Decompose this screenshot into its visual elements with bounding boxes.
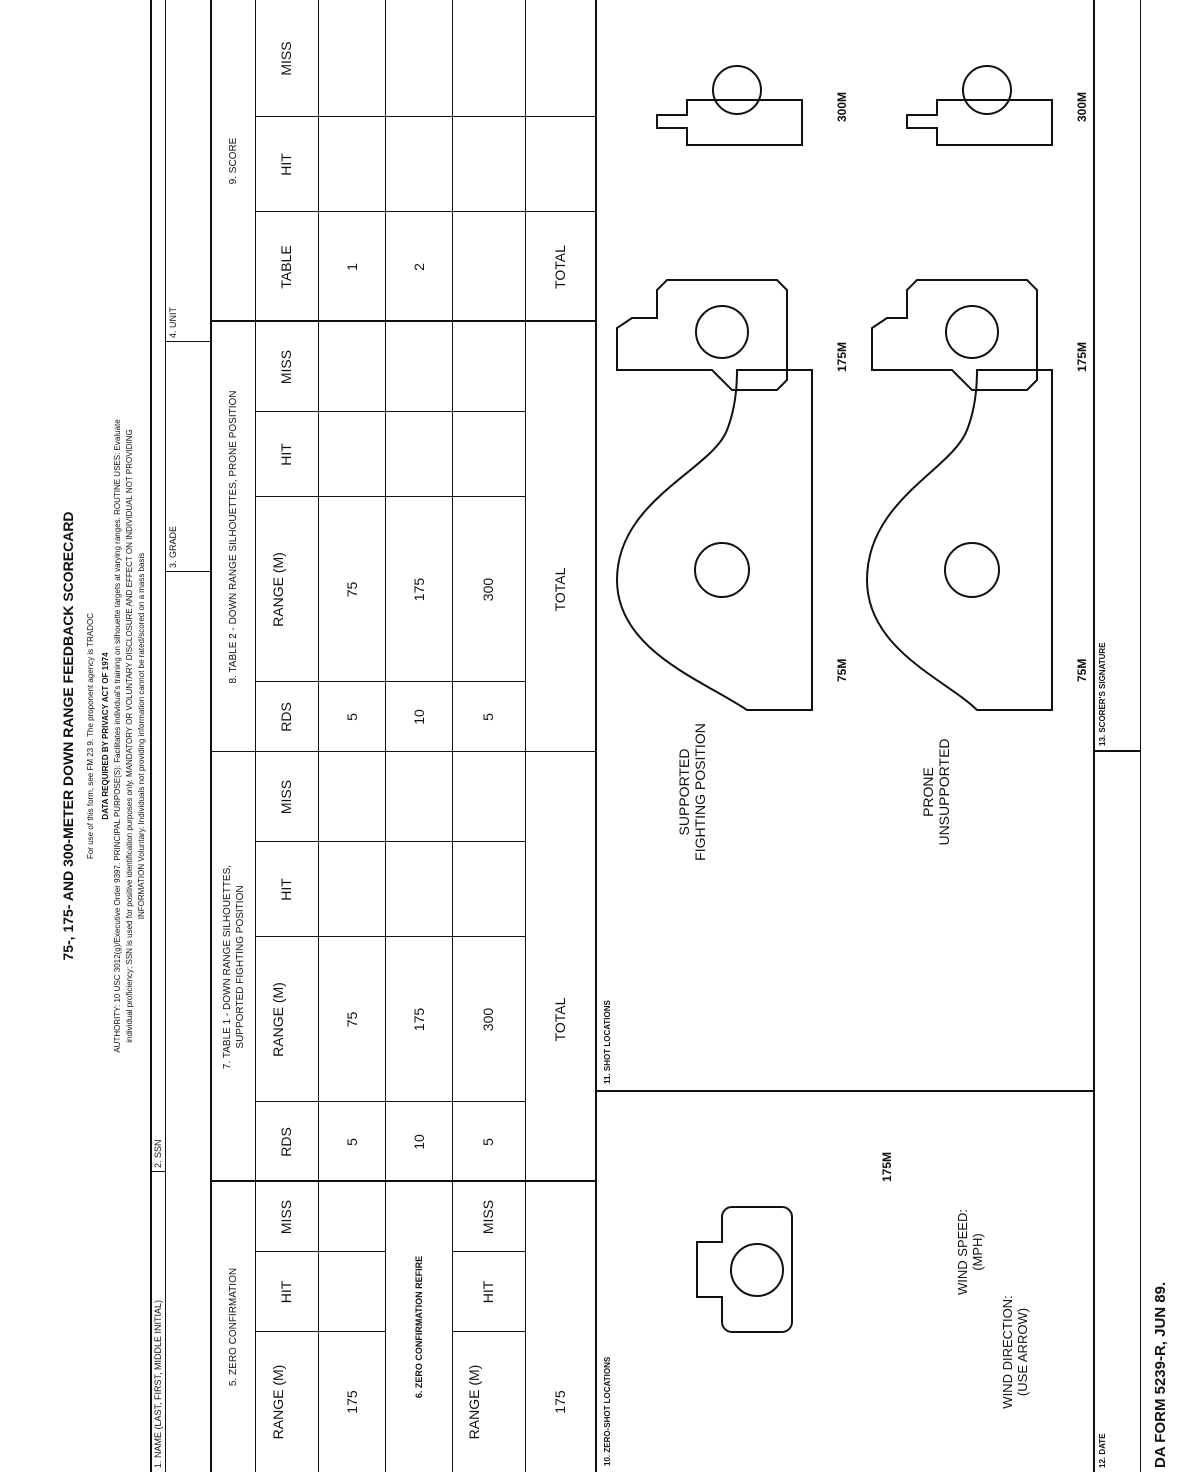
shot-location-targets [597, 0, 1093, 1090]
authority-line-1: AUTHORITY: 10 USC 3012(g)/Executive Order 9397. PRINCIPAL PURPOSE(S): Facilitates individual's training on silhouette targets at varying ranges. ROUTINE USES: Evaluate [113, 419, 122, 1053]
t2-row3-range: 300 [480, 577, 496, 602]
form-number: DA FORM 5239-R, JUN 89. [1152, 1281, 1169, 1468]
table1-title-2: SUPPORTED FIGHTING POSITION [235, 885, 246, 1049]
wind-speed-line-1: WIND SPEED: [955, 1209, 970, 1295]
prone-300m-label: 300M [1075, 91, 1089, 122]
t1-row1-rds: 5 [344, 1138, 360, 1146]
unit-field-label: 4. UNIT [168, 306, 178, 338]
t1-total-label: TOTAL [552, 997, 568, 1042]
t1-row3-range: 300 [480, 1007, 496, 1032]
prone-line-1: PRONE [920, 767, 936, 817]
zero-confirmation-title: 5. ZERO CONFIRMATION [228, 1267, 239, 1387]
supported-line-2: FIGHTING POSITION [692, 723, 708, 861]
prone-75m-target-icon [867, 370, 1052, 710]
score-hit-header: HIT [278, 153, 294, 176]
t1-range-header: RANGE (M) [270, 982, 286, 1057]
zc-miss-header: MISS [278, 1199, 294, 1235]
t1-row1-range: 75 [344, 1011, 360, 1028]
score-miss-header: MISS [278, 41, 294, 76]
score-title: 9. SCORE [228, 137, 239, 185]
t1-rds-header: RDS [278, 1127, 294, 1157]
t2-total-label: TOTAL [552, 567, 568, 612]
t2-range-header: RANGE (M) [270, 552, 286, 627]
prone-75m-label: 75M [1075, 658, 1089, 682]
zc-range-header: RANGE (M) [270, 1364, 286, 1440]
scorer-signature-label: 13. SCORER'S SIGNATURE [1098, 642, 1107, 746]
t2-row2-range: 175 [411, 577, 427, 602]
score-table-header: TABLE [278, 245, 294, 289]
supported-300m-label: 300M [835, 91, 849, 122]
supported-175m-label: 175M [835, 341, 849, 372]
score-total-label: TOTAL [552, 245, 568, 289]
zero-shot-title: 10. ZERO-SHOT LOCATIONS [603, 1356, 612, 1466]
t2-hit-header: HIT [278, 443, 294, 466]
supported-75m-label: 75M [835, 658, 849, 682]
form-title: 75-, 175- AND 300-METER DOWN RANGE FEEDBACK SCORECARD [60, 511, 76, 961]
wind-direction-line-1: WIND DIRECTION: [1000, 1295, 1015, 1409]
zero-shot-range-label: 175M [880, 1151, 894, 1182]
zc-hit-header: HIT [278, 1280, 294, 1304]
t1-hit-header: HIT [278, 878, 294, 901]
supported-300m-target-icon [657, 66, 802, 145]
privacy-act-line: DATA REQUIRED BY PRIVACY ACT OF 1974 [101, 652, 110, 820]
grade-field-label: 3. GRADE [168, 525, 178, 568]
table1-title-1: 7. TABLE 1 - DOWN RANGE SILHOUETTES, [222, 864, 233, 1070]
zr-miss-header: MISS [480, 1199, 496, 1235]
t2-row2-rds: 10 [411, 709, 427, 725]
prone-line-2: UNSUPPORTED [936, 738, 952, 846]
t2-row3-rds: 5 [480, 713, 496, 721]
zc-range-value: 175 [344, 1390, 360, 1414]
zr-range-value: 175 [552, 1390, 568, 1414]
t1-row3-rds: 5 [480, 1138, 496, 1146]
zero-refire-title: 6. ZERO CONFIRMATION REFIRE [414, 1255, 424, 1399]
prone-175m-target-icon [872, 280, 1037, 390]
shot-locations-title: 11. SHOT LOCATIONS [603, 1000, 612, 1084]
ssn-field-label: 2. SSN [153, 1139, 163, 1168]
score-row2-table: 2 [411, 263, 427, 271]
prone-300m-target-icon [907, 66, 1052, 145]
supported-75m-target-icon [617, 370, 812, 710]
supported-line-1: SUPPORTED [676, 748, 692, 836]
t2-row1-rds: 5 [344, 713, 360, 721]
wind-speed-line-2: (MPH) [970, 1233, 985, 1271]
score-row1-table: 1 [344, 263, 360, 271]
t1-row2-range: 175 [411, 1007, 427, 1032]
table2-title: 8. TABLE 2 - DOWN RANGE SILHOUETTES, PRONE POSITION [228, 390, 239, 684]
t2-row1-range: 75 [344, 581, 360, 598]
t2-miss-header: MISS [278, 349, 294, 385]
use-line: For use of this form, see FM 23 9. The proponent agency is TRADOC [86, 612, 95, 860]
wind-direction-line-2: (USE ARROW) [1015, 1307, 1030, 1397]
t1-row2-rds: 10 [411, 1134, 427, 1150]
authority-line-2: individual proficiency; SSN is used for positive identification purposes only. MANDATORY OR VOLUNTARY DISCLOSURE AND EFFECT ON INDIVIDUAL NOT PROVIDING [125, 429, 134, 1043]
zr-range-header: RANGE (M) [466, 1364, 482, 1440]
authority-line-3: INFORMATION Voluntary. Individuals not providing information cannot be rated/scored on a mass basis [137, 552, 146, 920]
t2-rds-header: RDS [278, 702, 294, 732]
date-field-label: 12. DATE [1098, 1433, 1107, 1468]
prone-175m-label: 175M [1075, 341, 1089, 372]
wind-speed-label [955, 1152, 985, 1352]
wind-direction-label [1000, 1252, 1030, 1452]
supported-175m-target-icon [617, 280, 787, 390]
name-field-label: 1. NAME (LAST, FIRST, MIDDLE INITIAL) [153, 1299, 163, 1468]
t1-miss-header: MISS [278, 779, 294, 815]
zr-hit-header: HIT [480, 1280, 496, 1304]
